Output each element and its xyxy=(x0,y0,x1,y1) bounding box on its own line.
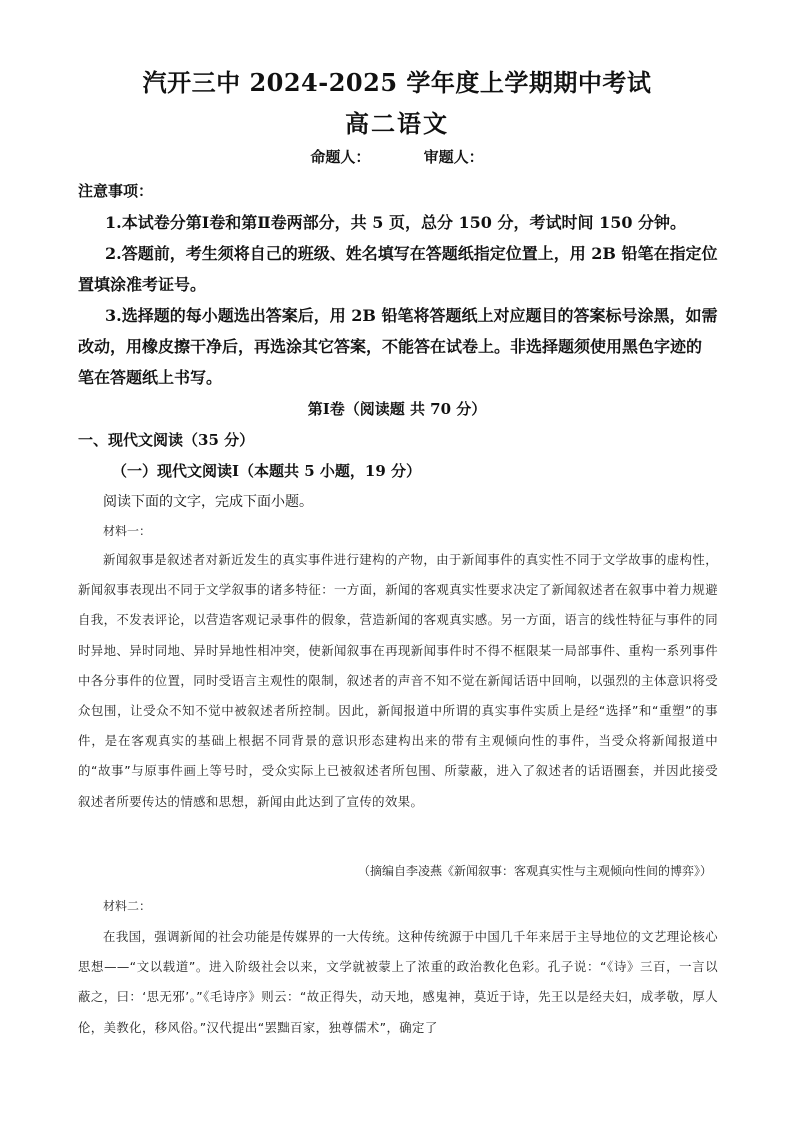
part-heading: 一、现代文阅读（35 分） xyxy=(78,431,255,449)
material2-text xyxy=(78,922,718,1043)
notice-line-6: 笔在答题纸上书写。 xyxy=(78,368,223,387)
notice-line-5: 改动，用橡皮擦干净后，再选涂其它答案，不能答在试卷上。非选择题须使用黑色字迹的 xyxy=(78,337,703,356)
exam-title: 汽开三中 2024-2025 学年度上学期期中考试 xyxy=(142,68,652,97)
exam-subject: 高二语文 xyxy=(345,109,449,138)
notice-line-2: 2.答题前，考生须将自己的班级、姓名填写在答题纸指定位置上，用 2B 铅笔在指定位 xyxy=(105,244,718,263)
subpart-heading: （一）现代文阅读Ⅰ（本题共 5 小题，19 分） xyxy=(112,462,421,480)
material1-source: （摘编自李凌燕《新闻叙事：客观真实性与主观倾向性间的博弈》） xyxy=(357,864,712,878)
notice-line-1: 1.本试卷分第Ⅰ卷和第Ⅱ卷两部分，共 5 页，总分 150 分，考试时间 150 分钟。 xyxy=(105,213,687,232)
author-line xyxy=(0,146,794,167)
author-label: 命题人： xyxy=(310,148,371,166)
material1-label: 材料一： xyxy=(103,524,152,538)
material1-body: 新闻叙事是叙述者对新近发生的真实事件进行建构的产物，由于新闻事件的真实性不同于文学故事的虚构性，新闻叙事表现出不同于文学叙事的诸多特征：一方面，新闻的客观真实性要求决定了新闻叙述者在叙事中着力规避自我，不发表评论，以营造客观记录事件的假象，营造新闻的客观真实感。另一方面，语言的线性特征与事件的同时异地、异时同地、异时异地性相冲突，使新闻叙事在再现新闻事件时不得不框限某一局部事件、重构一系列事件中各分事件的位置，同时受语言主观性的限制，叙述者的声音不知不觉在新闻话语中回响，以强烈的主体意识将受众包围，让受众不知不觉中被叙述者所控制。因此，新闻报道中所谓的真实事件实质上是经“选择”和“重塑”的事件，是在客观真实的基础上根据不同背景的意识形态建构出来的带有主观倾向性的事件，当受众将新闻报道中的“故事”与原事件画上等号时，受众实际上已被叙述者所包围、所蒙蔽，进入了叙述者的话语圈套，并因此接受叙述者所要传达的情感和思想，新闻由此达到了宣传的效果。 xyxy=(78,552,718,809)
reviewer-label: 审题人： xyxy=(423,148,484,166)
material2-label: 材料二： xyxy=(103,899,152,913)
notice-line-3: 置填涂准考证号。 xyxy=(78,275,207,294)
material2-body: 在我国，强调新闻的社会功能是传媒界的一大传统。这种传统源于中国几千年来居于主导地位的文艺理论核心思想——“文以载道”。进入阶级社会以来，文学就被蒙上了浓重的政治教化色彩。孔子说：“《诗》三百，一言以蔽之，曰：‘思无邪’。”《毛诗序》则云：“故正得失，动天地，感鬼神，莫近于诗，先王以是经夫妇，成孝敬，厚人伦，美教化，移风俗。”汉代提出“罢黜百家，独尊儒术”，确定了 xyxy=(78,929,718,1035)
section-title: 第Ⅰ卷（阅读题 共 70 分） xyxy=(307,400,487,418)
reading-instruction: 阅读下面的文字，完成下面小题。 xyxy=(103,494,313,510)
notice-line-4: 3.选择题的每小题选出答案后，用 2B 铅笔将答题纸上对应题目的答案标号涂黑，如需 xyxy=(105,306,718,325)
notice-heading: 注意事项： xyxy=(78,182,154,200)
material1-text xyxy=(78,545,718,817)
